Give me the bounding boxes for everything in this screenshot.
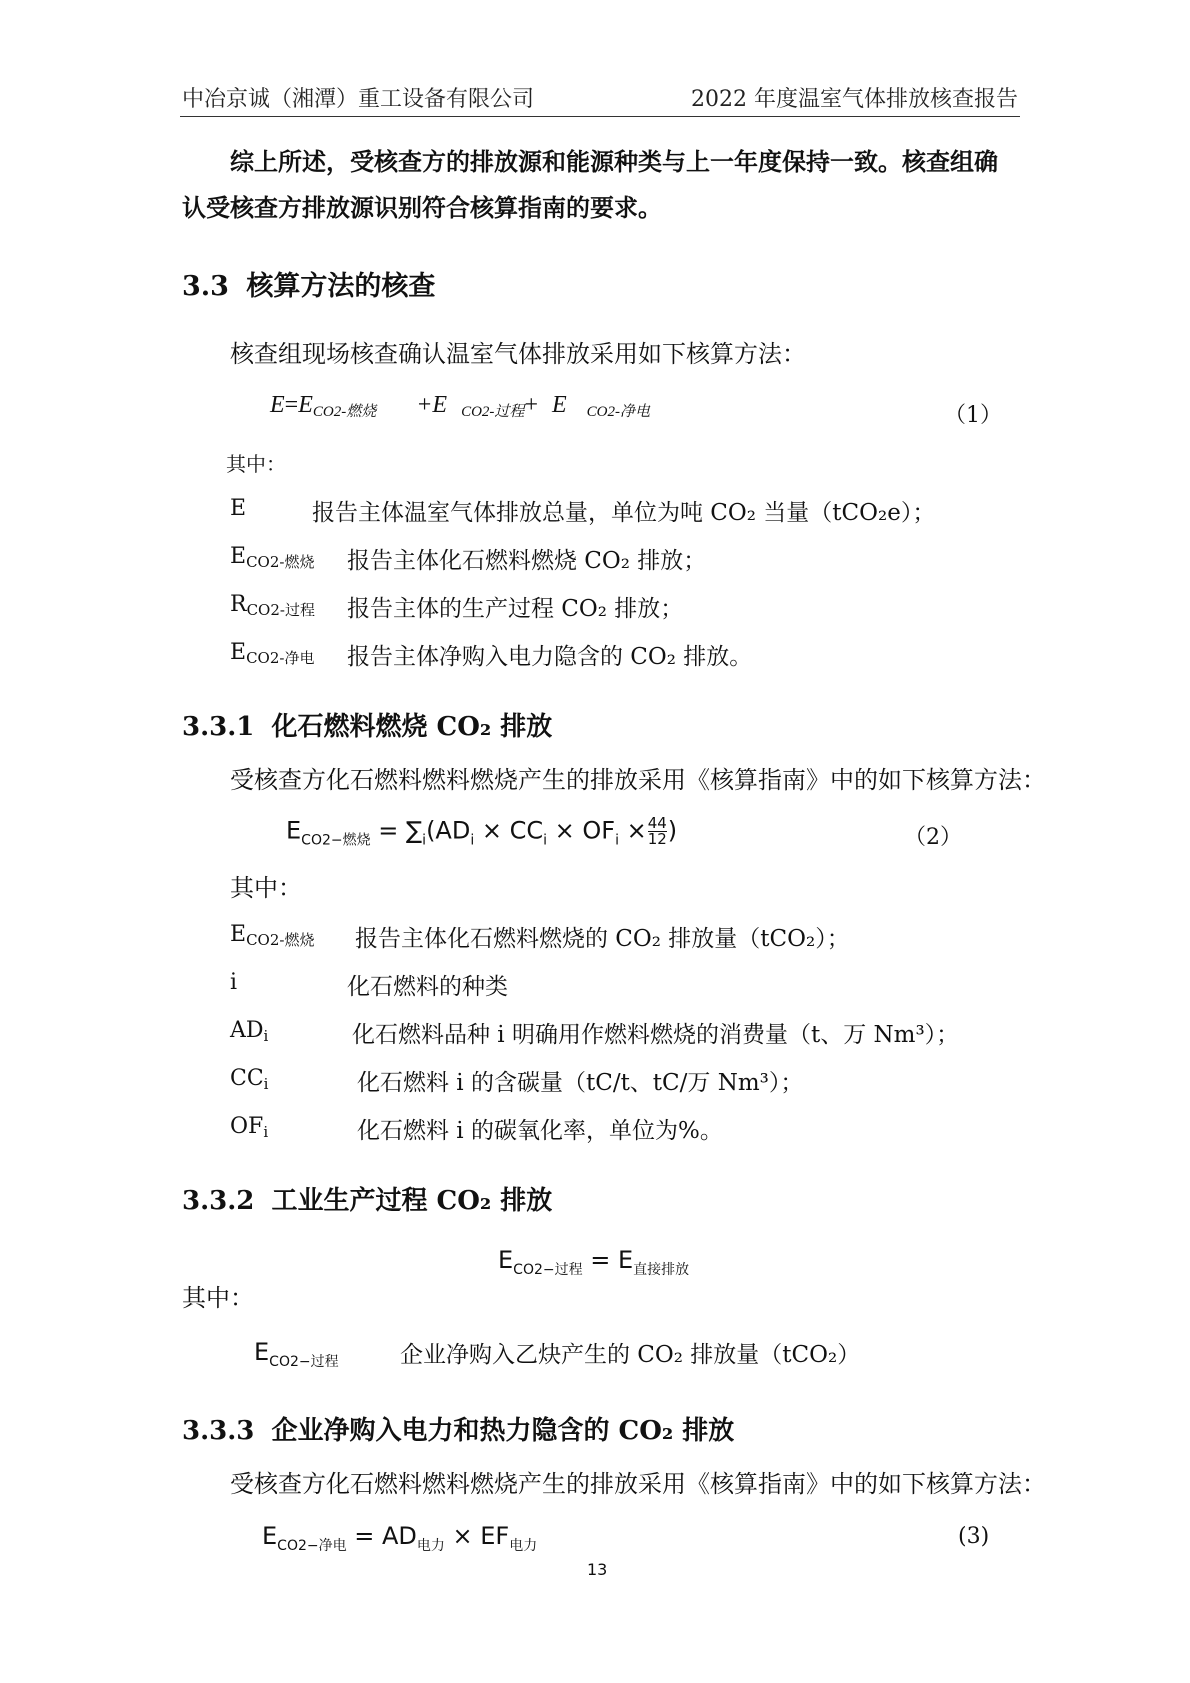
formula-1-number: （1） bbox=[944, 403, 1002, 428]
formula-3-number: (3) bbox=[958, 1524, 990, 1549]
formula-2-of-sub: i bbox=[615, 832, 619, 849]
def7-desc: 化石燃料品种 i 明确用作燃料燃烧的消费量（t、万 Nm³）； bbox=[352, 1022, 960, 1048]
fraction-numerator: 44 bbox=[647, 814, 667, 832]
formula-1-t3-sub: CO2-净电 bbox=[586, 404, 650, 420]
where-label-1: 其中： bbox=[226, 452, 286, 476]
formula-process-rhs-sub: 直接排放 bbox=[633, 1262, 690, 1278]
def1-desc: 报告主体温室气体排放总量，单位为吨 CO₂ 当量（tCO₂e）； bbox=[312, 500, 936, 526]
def9-symbol bbox=[230, 1114, 268, 1141]
formula-1-eq: = bbox=[284, 392, 299, 418]
formula-process bbox=[498, 1246, 689, 1279]
def10-symbol-main: E bbox=[254, 1338, 270, 1366]
formula-process-lhs-sub: CO2−过程 bbox=[513, 1262, 583, 1278]
formula-3-lhs: E bbox=[262, 1522, 278, 1550]
formula-2-cc-sub: i bbox=[543, 832, 547, 849]
def2-symbol-sub: CO2-燃烧 bbox=[246, 553, 315, 571]
formula-1-plus2: + bbox=[524, 392, 538, 418]
formula-2-fraction bbox=[648, 816, 667, 847]
formula-3-ef: × EF bbox=[444, 1522, 510, 1550]
def3-symbol-main: R bbox=[230, 592, 247, 617]
formula-2-number: （2） bbox=[904, 825, 962, 850]
def4-desc: 报告主体净购入电力隐含的 CO₂ 排放。 bbox=[347, 644, 753, 670]
section-number: 3.3 bbox=[182, 271, 229, 302]
formula-3-ad: = AD bbox=[354, 1522, 417, 1550]
formula-2-lhs: E bbox=[286, 816, 302, 845]
formula-3 bbox=[262, 1522, 537, 1555]
def5-symbol-sub: CO2-燃烧 bbox=[246, 931, 315, 949]
section-number: 3.3.3 bbox=[182, 1416, 255, 1446]
formula-2-sum-sub: i bbox=[422, 832, 427, 849]
formula-1-t2-sub: CO2-过程 bbox=[461, 404, 525, 420]
section-title: 企业净购入电力和热力隐含的 CO₂ 排放 bbox=[271, 1416, 735, 1446]
def8-symbol-main: CC bbox=[230, 1066, 264, 1091]
conclusion-line-2: 认受核查方排放源识别符合核算指南的要求。 bbox=[182, 193, 662, 222]
formula-3-ad-sub: 电力 bbox=[416, 1538, 445, 1554]
formula-2-of: × OF bbox=[547, 816, 616, 845]
header-report-title: 2022 年度温室气体排放核查报告 bbox=[691, 87, 1018, 112]
fraction-denominator: 12 bbox=[647, 830, 667, 848]
formula-2-close: ) bbox=[667, 816, 678, 845]
section-3-3-2-heading bbox=[182, 1180, 552, 1217]
formula-1-t1-sub: CO2-燃烧 bbox=[312, 404, 377, 420]
formula-1-t1: E bbox=[298, 392, 313, 418]
def4-symbol-main: E bbox=[230, 640, 247, 665]
section-title: 核算方法的核查 bbox=[246, 271, 436, 302]
section-3-3-1-heading bbox=[182, 706, 552, 743]
def8-symbol bbox=[230, 1066, 268, 1093]
def8-desc: 化石燃料 i 的含碳量（tC/t、tC/万 Nm³）； bbox=[357, 1070, 804, 1096]
def7-symbol bbox=[230, 1018, 268, 1045]
formula-1 bbox=[270, 392, 650, 421]
formula-1-plus1: +E bbox=[416, 392, 448, 418]
def5-symbol bbox=[230, 922, 314, 950]
def9-symbol-main: OF bbox=[230, 1114, 264, 1139]
def3-symbol bbox=[230, 592, 315, 620]
where-label-3: 其中： bbox=[182, 1284, 254, 1312]
formula-2-times: × bbox=[618, 816, 647, 845]
def2-symbol-main: E bbox=[230, 544, 247, 569]
formula-2-sum: = ∑ bbox=[378, 816, 423, 845]
def5-desc: 报告主体化石燃料燃烧的 CO₂ 排放量（tCO₂）； bbox=[355, 926, 850, 952]
page-number: 13 bbox=[587, 1560, 608, 1579]
section-title: 工业生产过程 CO₂ 排放 bbox=[271, 1186, 553, 1216]
formula-3-lhs-sub: CO2−净电 bbox=[277, 1538, 347, 1554]
formula-1-t3: E bbox=[551, 392, 567, 418]
def9-symbol-sub: i bbox=[263, 1123, 269, 1141]
def6-desc: 化石燃料的种类 bbox=[347, 974, 508, 1000]
formula-2-ad: (AD bbox=[426, 816, 471, 845]
def7-symbol-main: AD bbox=[230, 1018, 264, 1043]
header-rule bbox=[180, 116, 1020, 117]
def2-desc: 报告主体化石燃料燃烧 CO₂ 排放； bbox=[347, 548, 707, 574]
formula-2-ad-sub: i bbox=[470, 832, 475, 849]
def10-symbol bbox=[254, 1338, 339, 1371]
formula-2-lhs-sub: CO2−燃烧 bbox=[301, 832, 371, 849]
def3-desc: 报告主体的生产过程 CO₂ 排放； bbox=[347, 596, 684, 622]
def7-symbol-sub: i bbox=[263, 1027, 269, 1045]
section-3-3-1-intro: 受核查方化石燃料燃料燃烧产生的排放采用《核算指南》中的如下核算方法： bbox=[230, 766, 1046, 794]
def9-desc: 化石燃料 i 的碳氧化率，单位为%。 bbox=[357, 1118, 723, 1144]
where-label-2: 其中： bbox=[230, 874, 302, 902]
section-3-3-heading bbox=[182, 264, 435, 303]
def10-desc: 企业净购入乙炔产生的 CO₂ 排放量（tCO₂） bbox=[400, 1342, 861, 1368]
section-title: 化石燃料燃烧 CO₂ 排放 bbox=[271, 712, 553, 742]
section-number: 3.3.1 bbox=[182, 712, 255, 742]
def1-symbol: E bbox=[230, 496, 247, 521]
def10-symbol-sub: CO2−过程 bbox=[269, 1354, 339, 1370]
def3-symbol-sub: CO2-过程 bbox=[246, 601, 315, 619]
section-3-3-3-heading bbox=[182, 1410, 734, 1447]
section-number: 3.3.2 bbox=[182, 1186, 255, 1216]
formula-3-ef-sub: 电力 bbox=[509, 1538, 538, 1554]
section-3-3-3-intro: 受核查方化石燃料燃料燃烧产生的排放采用《核算指南》中的如下核算方法： bbox=[230, 1470, 1046, 1498]
def4-symbol bbox=[230, 640, 314, 668]
def2-symbol bbox=[230, 544, 314, 572]
header-company: 中冶京诚（湘潭）重工设备有限公司 bbox=[182, 87, 535, 112]
formula-1-lhs: E bbox=[270, 392, 285, 418]
def8-symbol-sub: i bbox=[263, 1075, 269, 1093]
formula-2-cc: × CC bbox=[474, 816, 544, 845]
formula-process-eq: = E bbox=[590, 1246, 634, 1274]
def4-symbol-sub: CO2-净电 bbox=[246, 649, 315, 667]
conclusion-line-1: 综上所述，受核查方的排放源和能源种类与上一年度保持一致。核查组确 bbox=[230, 147, 998, 176]
formula-2 bbox=[286, 816, 677, 850]
formula-process-lhs: E bbox=[498, 1246, 514, 1274]
def5-symbol-main: E bbox=[230, 922, 247, 947]
def6-symbol: i bbox=[230, 970, 238, 995]
section-3-3-intro: 核查组现场核查确认温室气体排放采用如下核算方法： bbox=[230, 340, 806, 368]
